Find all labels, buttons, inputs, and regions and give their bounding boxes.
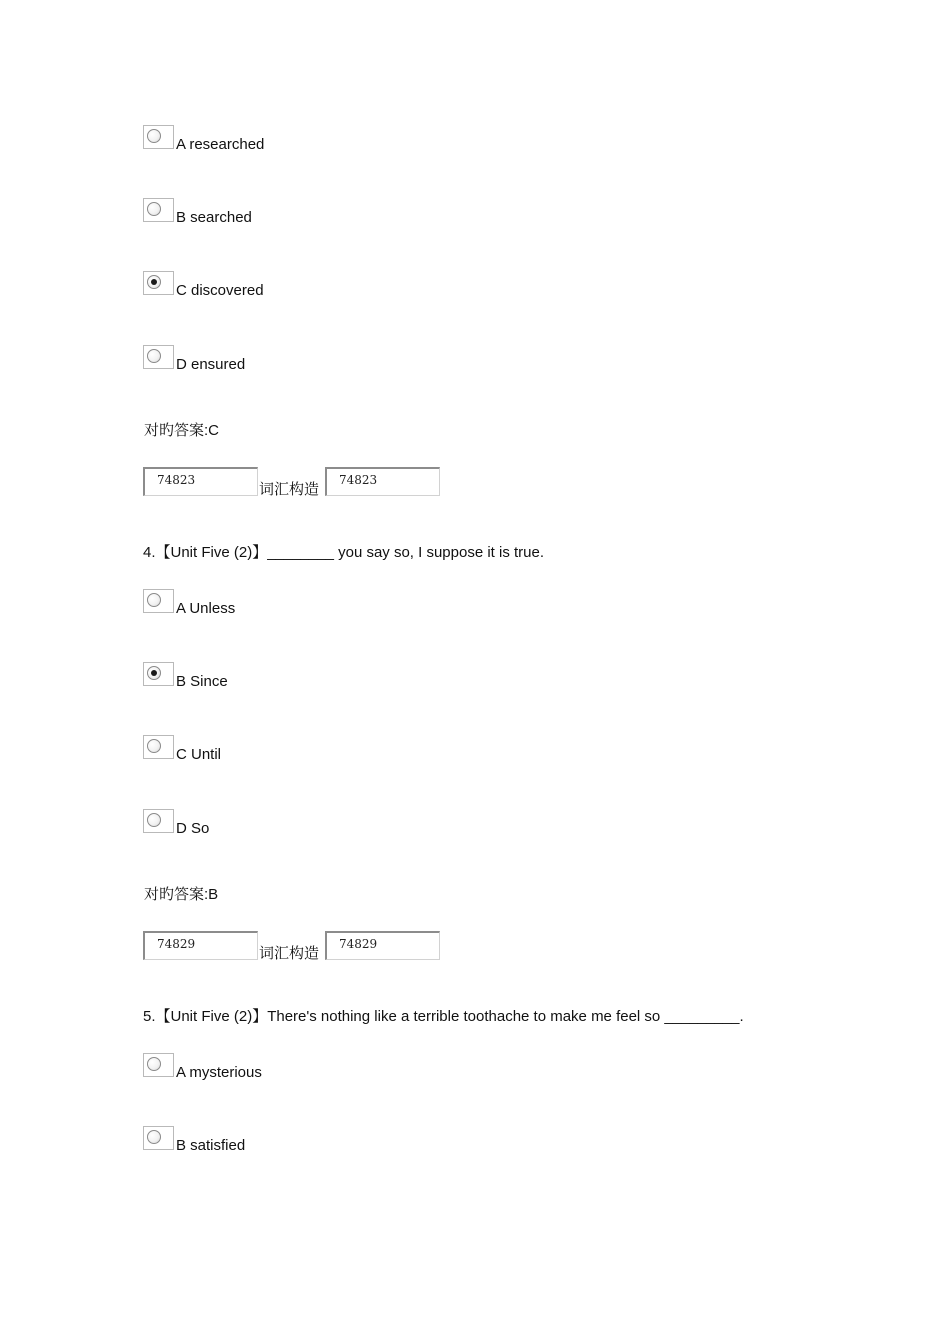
question-5: 5.【Unit Five (2)】There's nothing like a terrible toothache to make me feel so _________.: [143, 1008, 744, 1025]
radio-circle-icon: [147, 1057, 161, 1071]
option-label: B satisfied: [176, 1137, 246, 1154]
radio-circle-icon: [147, 349, 161, 363]
option-label: D ensured: [176, 356, 246, 373]
radio-circle-icon: [147, 666, 161, 680]
option-label: C Until: [176, 746, 222, 763]
radio-button[interactable]: [143, 1053, 174, 1077]
radio-button[interactable]: [143, 198, 174, 222]
option-label: B Since: [176, 673, 228, 690]
radio-button[interactable]: [143, 809, 174, 833]
radio-button-selected[interactable]: [143, 662, 174, 686]
radio-circle-icon: [147, 202, 161, 216]
option-label: A Unless: [176, 600, 236, 617]
id-field-right[interactable]: 74829: [325, 931, 440, 960]
id-field-left[interactable]: 74823: [143, 467, 258, 496]
radio-button[interactable]: [143, 735, 174, 759]
option-label: A researched: [176, 136, 265, 153]
radio-button-selected[interactable]: [143, 271, 174, 295]
question-4: 4.【Unit Five (2)】________ you say so, I suppose it is true.: [143, 544, 545, 561]
radio-button[interactable]: [143, 589, 174, 613]
radio-button[interactable]: [143, 125, 174, 149]
radio-circle-icon: [147, 275, 161, 289]
option-label: A mysterious: [176, 1064, 262, 1081]
radio-circle-icon: [147, 813, 161, 827]
radio-circle-icon: [147, 739, 161, 753]
radio-button[interactable]: [143, 1126, 174, 1150]
radio-dot-icon: [151, 670, 157, 676]
correct-answer: 对旳答案:C: [144, 422, 220, 439]
category-label: 词汇构造: [259, 481, 320, 498]
radio-circle-icon: [147, 593, 161, 607]
radio-circle-icon: [147, 129, 161, 143]
category-label: 词汇构造: [259, 945, 320, 962]
option-label: D So: [176, 820, 210, 837]
radio-circle-icon: [147, 1130, 161, 1144]
id-field-left[interactable]: 74829: [143, 931, 258, 960]
id-field-right[interactable]: 74823: [325, 467, 440, 496]
option-label: B searched: [176, 209, 252, 226]
radio-dot-icon: [151, 279, 157, 285]
correct-answer: 对旳答案:B: [144, 886, 219, 903]
option-label: C discovered: [176, 282, 264, 299]
radio-button[interactable]: [143, 345, 174, 369]
